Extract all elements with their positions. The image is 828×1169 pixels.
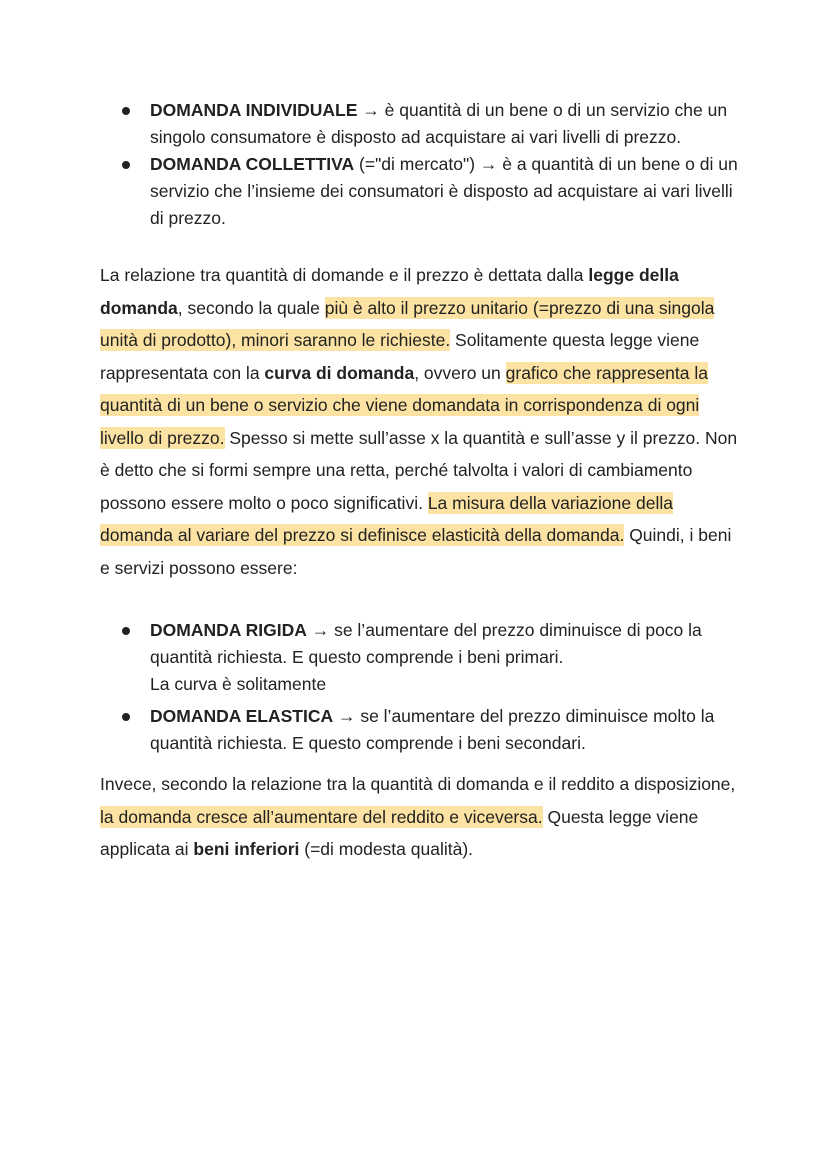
bold-term: beni inferiori bbox=[193, 839, 300, 859]
list-item bbox=[100, 151, 740, 232]
paragraph-legge-domanda bbox=[100, 259, 740, 584]
highlighted-text: più è alto il prezzo unitario (=prezzo di una singola unità di prodotto), minori saranno le richieste. bbox=[100, 297, 715, 350]
body-text: La relazione tra quantità di domande e il prezzo è dettata dalla bbox=[100, 265, 589, 285]
bullet-icon bbox=[122, 713, 130, 721]
bullet-icon bbox=[122, 627, 130, 635]
list-item bbox=[100, 97, 740, 151]
list-item bbox=[100, 703, 740, 757]
term-domanda-individuale: DOMANDA INDIVIDUALE bbox=[150, 100, 358, 120]
body-text: , ovvero un bbox=[414, 362, 506, 383]
demand-types-list bbox=[100, 97, 740, 232]
body-text: Spesso si mette sull’asse x la quantità e sull’asse y il prezzo. Non è detto che si formi sempre una retta, perché talvolta i valori di cambiamento possono essere molto o poco significativi. bbox=[100, 427, 738, 513]
bold-term: curva di domanda bbox=[264, 362, 415, 383]
bullet-icon bbox=[122, 107, 130, 115]
highlighted-text: grafico che rappresenta la quantità di un bene o servizio che viene domandata in corrispondenza di ogni livello di prezzo. bbox=[100, 362, 708, 448]
elasticity-list bbox=[100, 617, 740, 757]
body-text: Questa legge viene applicata ai bbox=[100, 806, 699, 859]
bullet-icon bbox=[122, 161, 130, 169]
definition-text: → se l’aumentare del prezzo diminuisce di poco la quantità richiesta. E questo comprende i beni primari. bbox=[150, 620, 702, 667]
term-domanda-rigida: DOMANDA RIGIDA bbox=[150, 620, 307, 640]
definition-text: → se l’aumentare del prezzo diminuisce molto la quantità richiesta. E questo comprende i beni secondari. bbox=[150, 706, 715, 753]
body-text: Quindi, i beni e servizi possono essere: bbox=[100, 525, 732, 578]
definition-text: (="di mercato") → è a quantità di un bene o di un servizio che l’insieme dei consumatori è disposto ad acquistare ai vari livelli di prezzo. bbox=[150, 154, 738, 228]
bold-term: legge della domanda bbox=[100, 265, 679, 318]
term-domanda-elastica: DOMANDA ELASTICA bbox=[150, 706, 334, 726]
body-text: Invece, secondo la relazione tra la quantità di domanda e il reddito a disposizione, bbox=[100, 774, 736, 794]
body-text: (=di modesta qualità). bbox=[299, 839, 474, 859]
highlighted-text: La misura della variazione della domanda al variare del prezzo si definisce elasticità della domanda. bbox=[100, 492, 673, 545]
term-domanda-collettiva: DOMANDA COLLETTIVA bbox=[150, 154, 355, 174]
paragraph-reddito bbox=[100, 768, 740, 866]
body-text: , secondo la quale bbox=[177, 297, 325, 318]
highlighted-text: la domanda cresce all’aumentare del reddito e viceversa. bbox=[100, 806, 543, 827]
list-item bbox=[100, 617, 740, 698]
definition-text: → è quantità di un bene o di un servizio che un singolo consumatore è disposto ad acquistare ai vari livelli di prezzo. bbox=[150, 100, 728, 147]
definition-extra-text: La curva è solitamente bbox=[150, 674, 327, 694]
body-text: Solitamente questa legge viene rappresentata con la bbox=[100, 330, 700, 383]
